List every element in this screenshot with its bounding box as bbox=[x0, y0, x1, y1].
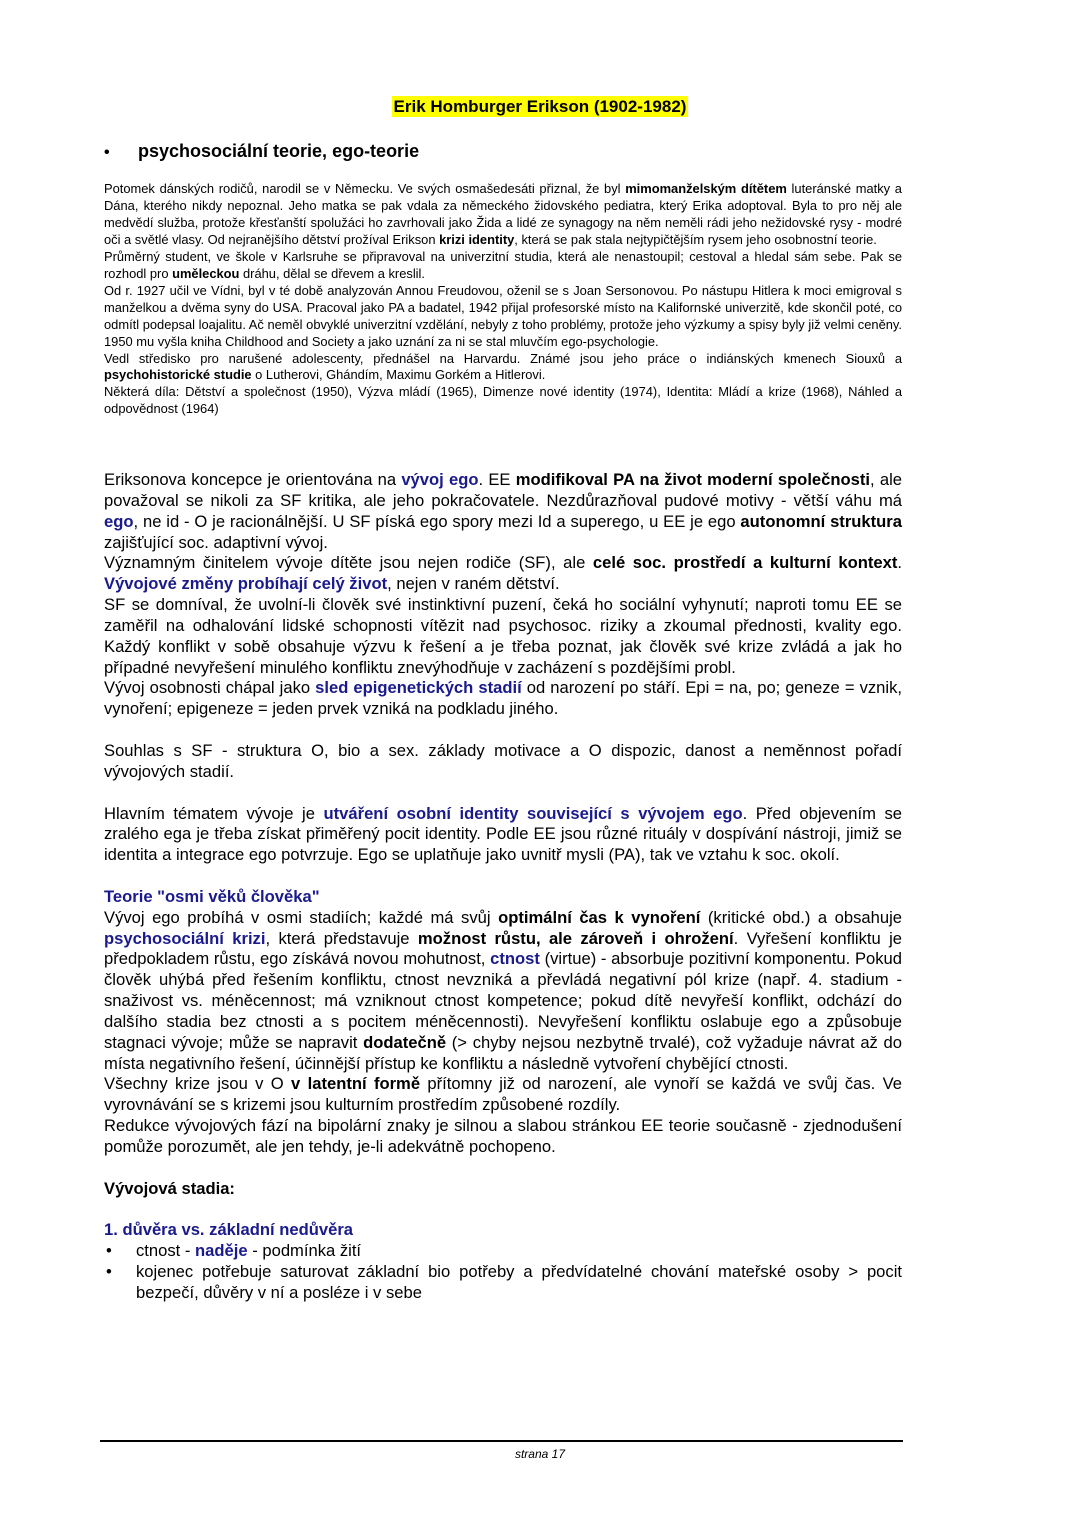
paragraph: SF se domníval, že uvolní-li člověk své instinktivní puzení, čeká ho sociální vyhynutí; naproti tomu EE se zaměřil na odhalování lidské schopnosti vítězit nad psychosoc. riziky a zkoumal přednosti, kvality ego. Každý konflikt v sobě obsahuje výzvu k řešení a je třeba poznat, jak člověk své krize zvládá a jak ho případné nevyřešení minulého konfliktu znevýhodňuje v zacházení s pozdějšími probl. bbox=[104, 595, 902, 677]
heading-text: Vývojová stadia: bbox=[104, 1178, 235, 1198]
emphasis-blue: psychosociální krizi bbox=[104, 928, 266, 948]
text: od narození po stáří. Epi = na, po; geneze = vznik, vynoření; epigeneze = jeden prvek vzniká na podkladu jiného. bbox=[104, 678, 902, 719]
text: Eriksonova koncepce je orientována na bbox=[104, 470, 402, 489]
bio-paragraph: Některá díla: Dětství a společnost (1950), Výzva mládí (1965), Dimenze nové identity (1974), Identita: Mládí a krize (1968), Náhled a odpovědnost (1964) bbox=[104, 384, 902, 417]
emphasis-blue: ctnost bbox=[490, 949, 540, 969]
text: - podmínka žití bbox=[247, 1241, 362, 1261]
text: Významným činitelem vývoje dítěte jsou nejen rodiče (SF), ale bbox=[104, 553, 593, 573]
emphasis: uměleckou bbox=[172, 265, 240, 281]
text: , nejen v raném dětství. bbox=[387, 574, 560, 594]
section-heading bbox=[104, 1179, 902, 1200]
spacer bbox=[104, 1200, 902, 1221]
topic-text: psychosociální teorie, ego-teorie bbox=[138, 141, 420, 161]
main-content bbox=[104, 470, 902, 1304]
paragraph: Souhlas s SF - struktura O, bio a sex. základy motivace a O dispozic, danost a neměnnost pořadí vývojových stadií. bbox=[104, 740, 902, 781]
text: Vývoj ego probíhá v osmi stadiích; každé má svůj bbox=[104, 907, 499, 927]
text: přítomny již od narození, ale vynoří se každá ve svůj čas. Ve vyrovnávání se s krizemi jsou kulturním prostředím způsobené rozdíly. bbox=[104, 1074, 902, 1115]
emphasis-blue: Vývojové změny probíhají celý život bbox=[104, 574, 388, 594]
stage-heading: 1. důvěra vs. základní nedůvěra bbox=[104, 1220, 354, 1240]
text: dráhu, dělal se dřevem a kreslil. bbox=[239, 265, 425, 281]
emphasis: celé soc. prostředí a kulturní kontext bbox=[592, 553, 898, 573]
text: . Vyřešení konfliktu je předpokladem růstu, ego získává novou mohutnost, bbox=[104, 928, 902, 969]
emphasis: v latentní formě bbox=[291, 1074, 421, 1094]
topic-bullet bbox=[104, 141, 419, 162]
paragraph bbox=[104, 553, 902, 595]
emphasis: optimální čas k vynoření bbox=[498, 907, 701, 927]
text: . bbox=[897, 553, 902, 573]
list-item: • kojenec potřebuje saturovat základní bio potřeby a předvídatelné chování mateřské osoby > pocit bezpečí, důvěry v ní a posléze i v sebe bbox=[104, 1262, 902, 1304]
emphasis: autonomní struktura bbox=[740, 511, 902, 531]
emphasis: mimomanželským dítětem bbox=[625, 181, 787, 196]
paragraph bbox=[104, 678, 902, 720]
text: Všechny krize jsou v O bbox=[104, 1074, 292, 1094]
footer-divider bbox=[100, 1440, 903, 1442]
text: Potomek dánských rodičů, narodil se v Německu. Ve svých osmašedesáti přiznal, že byl bbox=[104, 181, 626, 196]
text: (kritické obd.) a obsahuje bbox=[700, 907, 902, 927]
paragraph bbox=[104, 470, 902, 553]
emphasis: dodatečně bbox=[363, 1032, 447, 1052]
text: (virtue) - absorbuje pozitivní komponentu. Pokud člověk uhýbá před řešením konfliktu, ctnost nevzniká a převládá negativní pól krize (např. 4. stadium - snaživost vs. méněcennost; má vzniknout ctnost kompetence; pokud dítě nevyřeší konflikt, odchází do dalšího stadia bez ctnosti a s pocitem méněcennosti). Nevyřešení konfliktu oslabuje ego a způsobuje stagnaci vývoje; může se napravit bbox=[104, 949, 902, 1052]
paragraph bbox=[104, 804, 902, 867]
paragraph: Redukce vývojových fází na bipolární znaky je silnou a slabou stránkou EE teorie současně - zjednodušení pomůže porozumět, ale jen tehdy, je-li adekvátně pochopeno. bbox=[104, 1116, 902, 1156]
text: luteránské matky a Dána, kterého nikdy nepoznal. Jeho matka se pak vdala za německého židovského pediatra, který Erika adoptoval. Byla to pro něj ale medvědí služba, protože křesťanští spolužáci ho zavrhovali jako Žida a lidé ze synagogy na něm neměli rádi jeho nežidovské rysy - modré oči a světlé vlasy. Od nejranějšího dětství prožíval Erikson bbox=[104, 181, 902, 247]
section-heading: Teorie "osmi věků člověka" bbox=[104, 886, 320, 906]
title-container bbox=[0, 97, 1080, 117]
list-item bbox=[104, 1241, 902, 1262]
biography-section bbox=[104, 181, 902, 418]
emphasis-blue: utváření osobní identity související s vývojem ego bbox=[323, 803, 743, 823]
paragraph bbox=[104, 1074, 902, 1116]
emphasis: psychohistorické studie bbox=[104, 367, 252, 383]
text: . EE bbox=[478, 470, 516, 489]
spacer bbox=[104, 783, 902, 804]
emphasis: možnost růstu, ale zároveň i ohrožení bbox=[417, 928, 734, 948]
bio-paragraph bbox=[104, 249, 902, 283]
emphasis: krizi identity bbox=[439, 231, 515, 247]
text: Hlavním tématem vývoje je bbox=[104, 803, 324, 823]
page-number: strana 17 bbox=[514, 1447, 566, 1461]
text: Vedl středisko pro narušené adolescenty, přednášel na Harvardu. Známé jsou jeho práce o indiánských kmenech Siouxů a bbox=[104, 350, 902, 366]
text: . Před objevením se zralého ega je třeba získat přiměřený pocit identity. Podle EE jsou různé rituály v dospívání nástroji, jimiž se identita a integrace ego potvrzuje. Ego se uplatňuje jako uvnitř mysli (PA), tak ve vztahu k soc. okolí. bbox=[104, 803, 902, 865]
text: Průměrný student, ve škole v Karlsruhe se připravoval na univerzitní studia, která ale nenastoupil; cestoval a hledal sám sebe. Pak se rozhodl pro bbox=[104, 248, 902, 281]
bullet-dot: • bbox=[104, 144, 110, 161]
text: , ale považoval se nikoli za SF kritika, ale jeho pokračovatele. Nezdůrazňoval pudové motivy - větší váhu má bbox=[104, 470, 903, 510]
text: (> chyby nejsou nezbytně trvalé), což vyžaduje návrat až do místa negativního řešení, účinnější přístup ke konfliktu a následně vytvoření chybějící ctnosti. bbox=[104, 1032, 902, 1073]
stage-bullet-list bbox=[104, 1241, 902, 1304]
emphasis-blue: naděje bbox=[195, 1241, 248, 1261]
paragraph bbox=[104, 908, 902, 1075]
bio-paragraph bbox=[104, 181, 902, 249]
bio-paragraph bbox=[104, 351, 902, 385]
text: ctnost - bbox=[136, 1241, 196, 1261]
text: Vývoj osobnosti chápal jako bbox=[104, 678, 316, 698]
text: zajišťující soc. adaptivní vývoj. bbox=[104, 532, 328, 552]
text: , ne id - O je racionálnější. U SF píská ego spory mezi Id a superego, u EE je ego bbox=[133, 511, 741, 531]
spacer bbox=[104, 1158, 902, 1179]
spacer bbox=[104, 866, 902, 887]
text: , která se pak stala nejtypičtějším rysem jeho osobnostní teorie. bbox=[514, 231, 877, 247]
emphasis-blue: sled epigenetických stadií bbox=[315, 678, 522, 698]
bio-paragraph: Od r. 1927 učil ve Vídni, byl v té době analyzován Annou Freudovou, oženil se s Joan Sersonovou. Po nástupu Hitlera k moci emigroval s manželkou a dvěma syny do USA. Pracoval jako PA a badatel, 1942 přijal profesorské místo na Kalifornské univerzitě, kde skončil poté, co odmítl podepsal loajalitu. Ač neměl obvyklé univerzitní vzdělání, nebyly z toho problémy, protože jeho výzkumy a spisy byly již velmi ceněny. 1950 mu vyšla kniha Childhood and Society a jako uznání za ni se stal mluvčím ego-psychologie. bbox=[104, 282, 902, 349]
text: o Lutherovi, Ghándím, Maximu Gorkém a Hitlerovi. bbox=[251, 367, 546, 383]
emphasis-blue: ego bbox=[104, 511, 134, 531]
emphasis-blue: vývoj ego bbox=[401, 470, 479, 489]
page-title: Erik Homburger Erikson (1902-1982) bbox=[393, 97, 687, 116]
text: , která představuje bbox=[265, 928, 418, 948]
spacer bbox=[104, 720, 902, 741]
emphasis: modifikoval PA na život moderní společnosti bbox=[515, 470, 871, 489]
